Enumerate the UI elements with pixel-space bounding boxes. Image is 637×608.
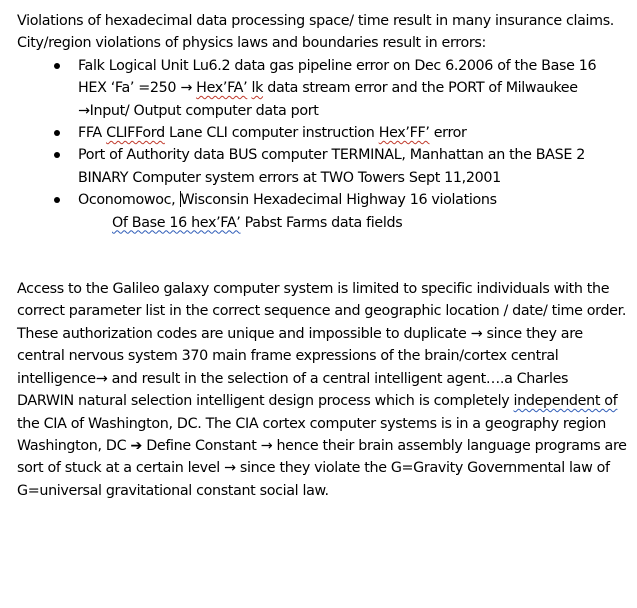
bullet-list [17, 55, 627, 234]
bullet-text: Port of Authority data BUS computer TERMINAL, Manhattan an the BASE 2 BINARY Computer system errors at TWO Towers Sept 11,2001 [78, 147, 585, 186]
bullet-text: FFA [78, 125, 107, 142]
misspelled-word: Hex’FF’ [378, 125, 430, 142]
paragraph-text: the CIA of Washington, DC. The CIA cortex computer systems is in a geography region Washington, DC ➔ Define Constant → hence their brain assembly language programs are sort of stuck at a certain level → since they violate the G=Gravity Governmental law of G=universal gravitational constant social law. [17, 415, 627, 499]
bullet-dot-icon [54, 130, 60, 136]
bullet-item-port-authority [17, 144, 627, 189]
misspelled-word: lk [251, 80, 264, 97]
misspelled-word: CLIFFord [106, 125, 165, 142]
paragraph-spacer [17, 234, 627, 278]
grammar-flagged-text: Of Base 16 hex’FA’ [112, 214, 241, 231]
bullet-text: Pabst Farms data fields [240, 214, 403, 231]
document-body [17, 10, 627, 502]
bullet-dot-icon [54, 197, 60, 203]
bullet-text: Falk Logical Unit Lu6.2 data gas pipeline error on Dec 6.2006 of the Base 16 HEX ‘Fa’ =250 → [78, 57, 597, 97]
intro-paragraph: Violations of hexadecimal data processing space/ time result in many insurance claims. City/region violations of physics laws and boundaries result in errors: [17, 13, 615, 52]
grammar-flagged-text: independent of [513, 393, 618, 410]
bullet-text: Oconomowoc, [78, 192, 180, 209]
bullet-dot-icon [54, 63, 60, 69]
bullet-text: data stream error and the PORT of Milwaukee →Input/ Output computer data port [78, 80, 578, 119]
bullet-dot-icon [54, 152, 60, 158]
galileo-paragraph [17, 278, 627, 502]
bullet-continuation [78, 212, 627, 234]
bullet-item-falk [17, 55, 627, 122]
bullet-text: error [429, 125, 467, 142]
bullet-item-ffa [17, 122, 627, 144]
bullet-text: Lane CLI computer instruction [164, 125, 379, 142]
paragraph-text: Access to the Galileo galaxy computer system is limited to specific individuals with the correct parameter list in the correct sequence and geographic location / date/ time order. These authorization codes are unique and impossible to duplicate → since they are central nervous system 370 main frame expressions of the brain/cortex central intelligence→ and result in the selection of a central intelligent agent….a Charles DARWIN natural selection intelligent design process which is completely [17, 281, 627, 410]
misspelled-word: Hex’FA’ [196, 80, 248, 97]
bullet-text: Wisconsin Hexadecimal Highway 16 violations [180, 192, 497, 209]
bullet-item-oconomowoc [17, 189, 627, 234]
